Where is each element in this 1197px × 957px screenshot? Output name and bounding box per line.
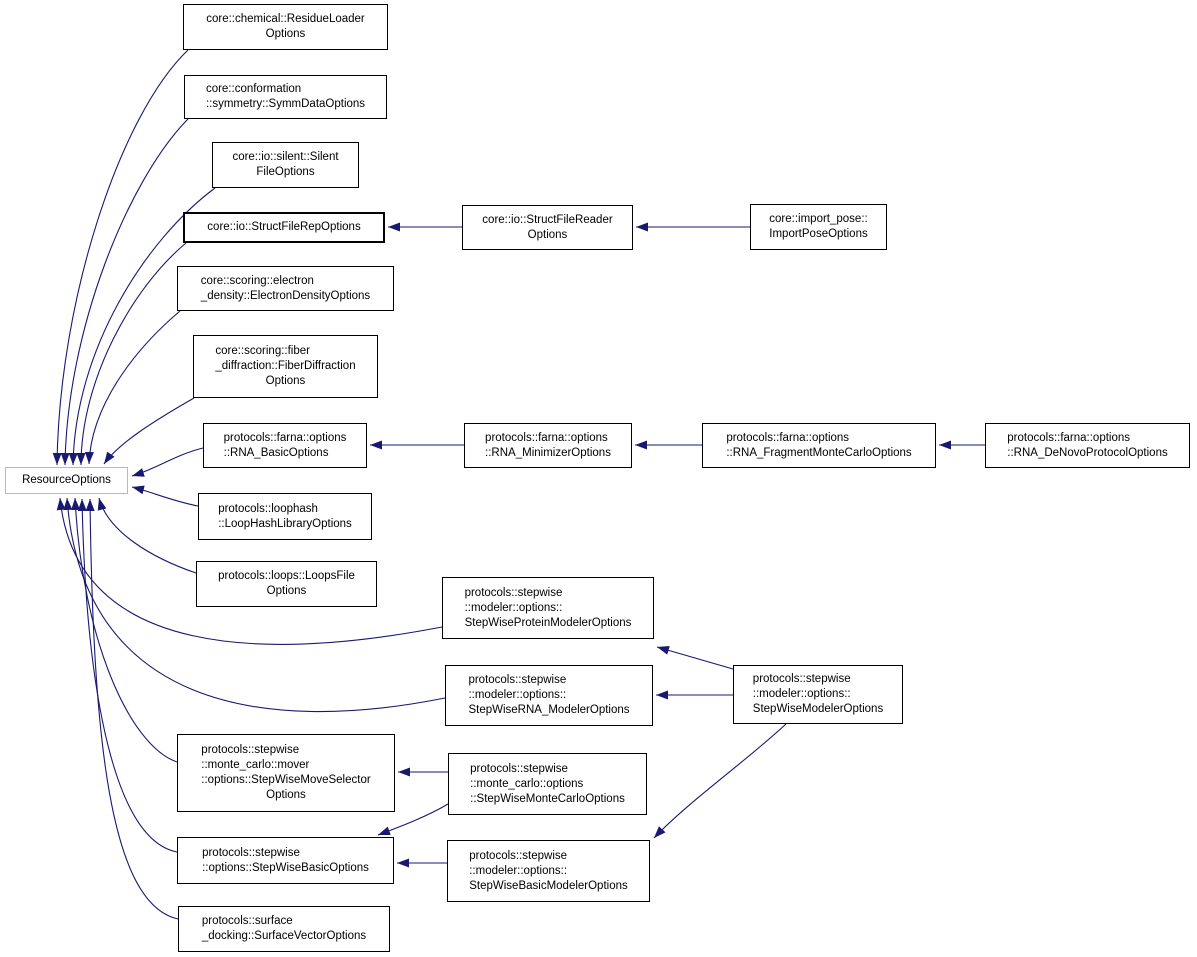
class-node-stepwise-basic-options[interactable] [177, 837, 394, 884]
class-node-label [202, 914, 366, 944]
class-node-label [232, 150, 338, 180]
class-node-rna-basic-options[interactable] [203, 423, 367, 468]
class-node-label-line: protocols::stepwise [201, 744, 300, 756]
class-node-label-line: Options [266, 585, 307, 597]
inheritance-edge [65, 119, 188, 465]
class-node-label-line: core::io::StructFileRepOptions [207, 221, 361, 233]
class-node-label-line: core::scoring::electron [200, 274, 314, 287]
inheritance-edge [104, 398, 194, 464]
class-node-label [201, 274, 370, 304]
class-node-label-line: protocols::stepwise [464, 586, 563, 599]
class-node-label [470, 762, 625, 807]
class-node-symm-data-options[interactable] [184, 75, 387, 119]
class-node-label [224, 431, 347, 461]
inheritance-edge [132, 448, 203, 476]
class-node-label-line: protocols::stepwise [202, 846, 300, 859]
inheritance-edge [81, 243, 186, 465]
class-node-label [218, 502, 352, 532]
class-node-label-line: ::monte_carlo::options [470, 777, 584, 790]
class-node-label-line: ResourceOptions [22, 474, 111, 486]
class-node-stepwise-modeler-options[interactable] [733, 665, 903, 724]
class-node-label-line: protocols::loops::LoopsFile [218, 570, 355, 582]
class-node-label [482, 213, 612, 243]
class-node-label [206, 12, 365, 42]
class-node-rna-fragment-monte-carlo-options[interactable] [702, 423, 936, 468]
class-node-resource-options [5, 467, 128, 494]
class-node-label-line: core::io::silent::Silent [232, 151, 339, 163]
class-node-label-line: Options [265, 28, 306, 40]
class-node-label-line: Options [527, 228, 568, 241]
class-node-surface-vector-options[interactable] [178, 906, 390, 952]
class-node-label [753, 672, 883, 717]
class-node-struct-file-reader-options[interactable] [462, 205, 633, 250]
class-node-rna-denovo-protocol-options[interactable] [985, 423, 1190, 468]
class-node-residue-loader-options[interactable] [183, 4, 388, 50]
class-node-label-line: protocols::stepwise [752, 673, 851, 685]
class-node-label-line: ::modeler::options:: [469, 864, 568, 877]
class-node-label-line: ::symmetry::SymmDataOptions [205, 98, 366, 110]
class-node-label-line: ::RNA_BasicOptions [223, 446, 329, 459]
class-node-loop-hash-library-options[interactable] [198, 493, 372, 540]
inheritance-edge [57, 50, 188, 465]
class-node-label-line: protocols::loophash [218, 502, 318, 515]
class-node-label [207, 220, 360, 235]
class-node-electron-density-options[interactable] [177, 266, 394, 311]
class-node-label-line: core::chemical::ResidueLoader [206, 13, 365, 25]
class-node-label-line: FileOptions [256, 166, 315, 178]
class-node-label [1007, 431, 1167, 461]
class-node-label-line: core::scoring::fiber [215, 345, 310, 357]
class-node-label-line: protocols::stepwise [470, 762, 568, 775]
class-node-label [468, 673, 629, 718]
class-node-label [206, 82, 365, 112]
inheritance-edge [99, 498, 196, 573]
inheritance-edge [90, 499, 178, 919]
class-node-label-line: ::modeler::options:: [752, 688, 851, 700]
class-node-label [202, 846, 369, 876]
class-node-label [769, 212, 867, 242]
class-node-label-line: StepWiseModelerOptions [752, 703, 884, 715]
class-node-fiber-diffraction-options[interactable] [193, 335, 378, 398]
class-node-label-line: _diffraction::FiberDiffraction [215, 360, 356, 372]
class-node-label-line: ::RNA_FragmentMonteCarloOptions [726, 446, 912, 459]
class-node-label-line: Options [265, 375, 306, 387]
class-node-label-line: protocols::stepwise [469, 849, 568, 862]
class-node-label-line: StepWiseRNA_ModelerOptions [468, 704, 630, 716]
class-node-label-line: ImportPoseOptions [769, 228, 868, 240]
class-node-label-line: ::LoopHashLibraryOptions [218, 517, 352, 530]
class-node-stepwise-rna-modeler-options[interactable] [445, 665, 653, 726]
class-node-label-line: protocols::farna::options [726, 431, 850, 444]
class-node-label [215, 344, 355, 389]
class-node-label-line: _docking::SurfaceVectorOptions [201, 930, 367, 942]
class-node-label [218, 569, 355, 599]
class-node-label [465, 586, 632, 631]
class-node-label-line: protocols::farna::options [1007, 431, 1131, 444]
class-node-label-line: core::import_pose:: [769, 213, 868, 225]
class-node-label [22, 473, 111, 488]
class-node-label [726, 431, 911, 461]
class-node-stepwise-monte-carlo-options[interactable] [448, 753, 647, 815]
class-node-label-line: StepWiseProteinModelerOptions [464, 616, 632, 629]
class-node-label-line: Options [266, 789, 306, 801]
class-node-label-line: ::options::StepWiseMoveSelector [201, 774, 371, 786]
class-node-stepwise-basic-modeler-options[interactable] [447, 840, 650, 902]
class-node-label [469, 849, 628, 894]
class-node-label-line: ::monte_carlo::mover [201, 759, 310, 771]
class-node-stepwise-protein-modeler-options[interactable] [442, 577, 654, 639]
class-node-label-line: StepWiseBasicModelerOptions [469, 879, 628, 892]
class-node-label-line: ::modeler::options:: [468, 689, 567, 701]
class-node-label [201, 743, 370, 803]
class-node-silent-file-options[interactable] [212, 142, 359, 188]
class-node-label-line: ::StepWiseMonteCarloOptions [470, 792, 625, 805]
class-node-label-line: protocols::farna::options [485, 431, 608, 444]
class-node-label-line: ::RNA_MinimizerOptions [485, 446, 611, 459]
inheritance-edge [657, 647, 733, 669]
inheritance-edge [132, 487, 198, 506]
class-node-label-line: protocols::farna::options [223, 431, 347, 444]
class-node-label-line: protocols::surface [201, 915, 293, 927]
class-node-label-line: core::conformation [205, 83, 302, 95]
class-node-label-line: ::modeler::options:: [464, 601, 563, 614]
class-node-label-line: protocols::stepwise [468, 674, 567, 686]
class-node-label [485, 431, 611, 461]
class-node-loops-file-options[interactable] [196, 561, 377, 607]
class-node-label-line: ::options::StepWiseBasicOptions [202, 861, 369, 874]
class-node-import-pose-options[interactable] [750, 204, 887, 250]
class-node-struct-file-rep-options[interactable] [183, 212, 385, 243]
class-node-label-line: ::RNA_DeNovoProtocolOptions [1007, 446, 1168, 459]
class-node-label-line: _density::ElectronDensityOptions [200, 289, 371, 302]
inheritance-edge [654, 724, 786, 838]
class-node-stepwise-move-selector-options[interactable] [177, 734, 395, 812]
class-node-label-line: core::io::StructFileReader [482, 213, 613, 226]
class-node-rna-minimizer-options[interactable] [464, 423, 632, 468]
